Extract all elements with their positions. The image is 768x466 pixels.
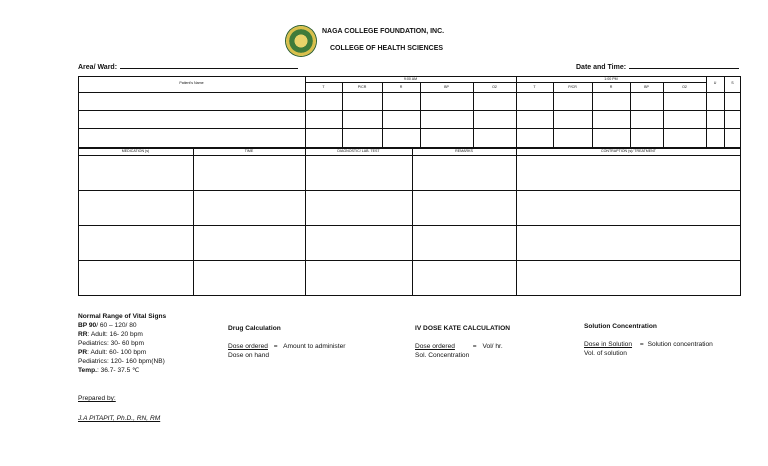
- am-temp-header: T: [322, 85, 325, 89]
- med-header-bottom: [78, 155, 741, 156]
- med-row-line: [78, 225, 741, 226]
- vitals-col-line: [473, 82, 474, 148]
- college-name: COLLEGE OF HEALTH SCIENCES: [330, 45, 444, 52]
- med-row-line: [78, 190, 741, 191]
- temp-range: Temp.: 36.7- 37.5 ℃: [78, 367, 140, 374]
- vitals-col-line: [342, 82, 343, 148]
- drug-calc-numerator: Dose ordered: [228, 343, 268, 350]
- college-logo: [286, 26, 316, 56]
- med-col-line: [516, 148, 517, 296]
- am-resp-header: R: [399, 85, 403, 89]
- time-header: TIME: [244, 149, 254, 153]
- remarks-header: REMARKS: [455, 149, 473, 153]
- date-time-field: [576, 62, 739, 71]
- rr-peds-range: Pediatrics: 30- 60 bpm: [78, 340, 144, 347]
- prepared-by-label: Prepared by:: [78, 395, 116, 402]
- solution-conc-operator: =: [639, 341, 644, 348]
- solution-conc-denominator: Vol. of solution: [584, 350, 627, 357]
- vital-ranges: [78, 312, 166, 375]
- date-time-label: Date and Time:: [576, 64, 627, 71]
- pm-resp-header: R: [609, 85, 613, 89]
- drug-calc-operator: =: [273, 343, 278, 350]
- org-name: NAGA COLLEGE FOUNDATION, INC.: [322, 28, 445, 35]
- stool-header: S: [731, 81, 734, 85]
- vitals-col-line: [420, 82, 421, 148]
- patient-name-header: Patient's Name: [179, 81, 204, 85]
- vitals-col-line: [553, 82, 554, 148]
- pm-bp-header: BP: [644, 85, 649, 89]
- pm-o2-header: O2: [682, 85, 687, 89]
- vitals-col-line: [724, 76, 725, 148]
- drug-calc-title: Drug Calculation: [228, 325, 281, 332]
- pr-range: PR: Adult: 60- 100 bpm: [78, 349, 147, 356]
- iv-calc-numerator: Dose ordered: [415, 343, 455, 350]
- solution-conc-result: Solution concentration: [647, 341, 713, 348]
- am-o2-header: O2: [492, 85, 497, 89]
- medication-header: MEDICATION (s): [121, 149, 150, 153]
- iv-calc-operator: =: [472, 343, 477, 350]
- iv-calc-result: Vol/ hr.: [482, 343, 503, 350]
- drug-calc-result: Amount to administer: [283, 343, 346, 350]
- vitals-row-line: [78, 110, 741, 111]
- medication-table: [78, 148, 741, 296]
- pm-temp-header: T: [533, 85, 536, 89]
- med-col-line: [412, 148, 413, 296]
- treatment-header: CONTRAPTION (s)/ TREATMENT: [601, 149, 656, 153]
- vital-ranges-title: Normal Range of Vital Signs: [78, 313, 167, 320]
- pm-pulse-header: P/CR: [568, 85, 577, 89]
- diagnostic-header: DIAGNOSTIC/ LAB. TEST: [337, 149, 380, 153]
- vitals-header-bottom: [78, 92, 741, 93]
- vitals-col-line: [706, 76, 707, 148]
- area-ward-line[interactable]: [120, 62, 298, 69]
- vitals-header-split: [305, 82, 706, 83]
- solution-conc-formula: [584, 340, 713, 349]
- solution-conc-numerator: Dose in Solution: [584, 341, 633, 348]
- area-ward-field: [78, 62, 298, 71]
- drug-calc-formula: [228, 342, 345, 351]
- med-row-line: [78, 260, 741, 261]
- rr-range: RR: Adult: 16- 20 bpm: [78, 331, 143, 338]
- pr-peds-range: Pediatrics: 120- 160 bpm(NB): [78, 358, 165, 365]
- urine-header: U: [713, 81, 717, 85]
- vitals-row-line: [78, 128, 741, 129]
- vitals-col-line: [663, 82, 664, 148]
- date-time-line[interactable]: [629, 62, 739, 69]
- am-bp-header: BP: [444, 85, 449, 89]
- am-pulse-header: P/CR: [357, 85, 367, 89]
- vitals-col-line: [592, 82, 593, 148]
- iv-calc-denominator: Sol. Concentration: [415, 352, 470, 359]
- solution-conc-title: Solution Concentration: [584, 323, 657, 330]
- bp-range: BP 90/ 60 – 120/ 80: [78, 322, 137, 329]
- iv-calc-title: IV DOSE KATE CALCULATION: [415, 325, 510, 332]
- preparer-name: J.A PITAPIT, Ph.D., RN, RM: [78, 415, 161, 422]
- med-col-line: [305, 148, 306, 296]
- area-ward-label: Area/ Ward:: [78, 64, 118, 71]
- time-group-am: 9:00 AM: [403, 77, 418, 81]
- vitals-col-line: [382, 82, 383, 148]
- drug-calc-denominator: Dose on hand: [228, 352, 270, 359]
- time-group-pm: 1:00 PM: [604, 77, 618, 81]
- iv-calc-formula: [415, 342, 503, 351]
- med-col-line: [193, 148, 194, 296]
- vitals-col-line: [630, 82, 631, 148]
